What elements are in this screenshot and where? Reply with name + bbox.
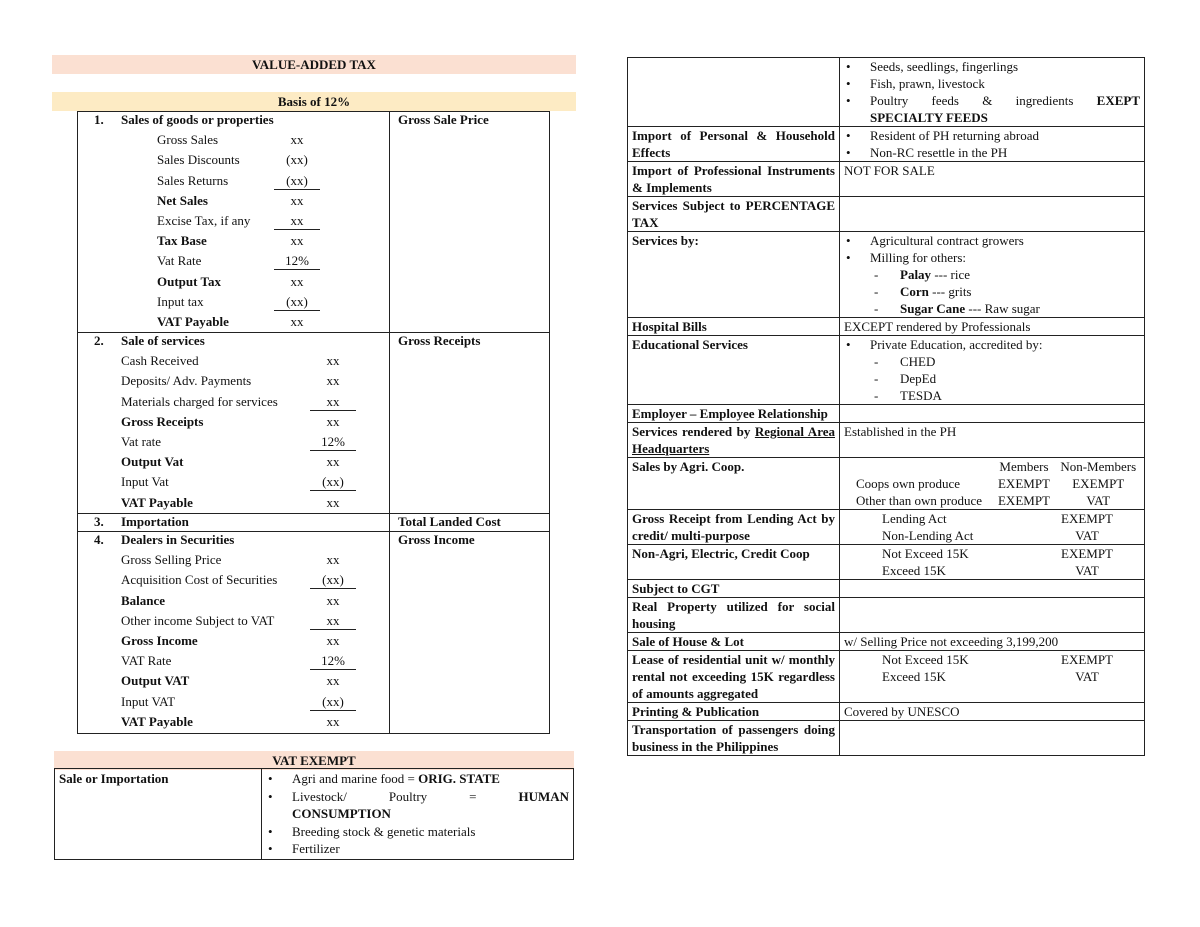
section-base: Gross Sale Price — [398, 112, 489, 127]
table-divider — [389, 111, 390, 734]
employer-label: Employer – Employee Relationship — [628, 405, 840, 423]
line-item-value: xx — [326, 373, 340, 389]
line-item-value: (xx) — [286, 152, 308, 168]
percentage-tax-label: Services Subject to PERCENTAGE TAX — [628, 197, 840, 232]
lending-label: Gross Receipt from Lending Act by credit/ multi-purpose — [628, 510, 840, 545]
line-item-label: Gross Income — [121, 633, 198, 648]
line-item-value: xx — [326, 353, 340, 369]
line-item-value: 12% — [274, 253, 320, 270]
line-item-label: Output Vat — [121, 454, 184, 470]
list-item: • Agricultural contract growers — [844, 232, 1140, 249]
lease-row: Exceed 15K VAT — [882, 669, 1099, 684]
section-heading: Sale of services — [121, 333, 205, 348]
line-item-label: VAT Payable — [121, 713, 193, 729]
electric-label: Non-Agri, Electric, Credit Coop — [628, 545, 840, 580]
line-item-label: Input tax — [157, 293, 204, 309]
line-item-value: 12% — [310, 434, 356, 451]
line-item-value: xx — [310, 394, 356, 411]
personal-effects-label: Import of Personal & Household Effects — [628, 127, 840, 162]
line-item-value: xx — [326, 552, 340, 568]
rha-value: Established in the PH — [840, 423, 1145, 458]
line-item-label: VAT Rate — [121, 653, 172, 669]
line-item-label: Output Tax — [157, 273, 221, 289]
list-item: • Resident of PH returning abroad — [844, 127, 1140, 144]
line-item-label: Materials charged for services — [121, 393, 278, 409]
electric-row: Not Exceed 15K EXEMPT — [882, 546, 1113, 561]
line-item-label: Other income Subject to VAT — [121, 612, 275, 628]
row-label-empty — [628, 58, 840, 127]
list-item: • Fish, prawn, livestock — [844, 75, 1140, 92]
basis-title: Basis of 12% — [52, 92, 576, 111]
section-base: Gross Income — [398, 532, 475, 547]
line-item-label: Gross Receipts — [121, 413, 204, 429]
line-item-value: xx — [290, 233, 304, 249]
transport-label: Transportation of passengers doing business in the Philippines — [628, 721, 840, 756]
line-item-value: (xx) — [310, 572, 356, 589]
vat-title: VALUE-ADDED TAX — [52, 55, 576, 74]
section-heading: Sales of goods or properties — [121, 112, 274, 127]
line-item-value: xx — [326, 454, 340, 470]
section-heading: Dealers in Securities — [121, 532, 235, 547]
education-sub: - DepEd — [844, 370, 1140, 387]
section-base: Total Landed Cost — [398, 514, 501, 529]
line-item-label: VAT Payable — [121, 494, 193, 510]
line-item-value: xx — [290, 314, 304, 329]
hospital-value: EXCEPT rendered by Professionals — [840, 318, 1145, 336]
lending-row: Lending Act EXEMPT — [882, 511, 1113, 526]
line-item-label: Sales Discounts — [157, 152, 240, 168]
line-item-value: xx — [326, 592, 340, 608]
milling-item: - Palay --- rice — [844, 266, 1140, 283]
coop-label: Sales by Agri. Coop. — [628, 458, 840, 510]
hospital-label: Hospital Bills — [628, 318, 840, 336]
vat-exempt-table — [54, 768, 574, 860]
line-item-value: xx — [326, 713, 340, 729]
line-item-label: Acquisition Cost of Securities — [121, 572, 278, 588]
section-base: Gross Receipts — [398, 333, 481, 348]
line-item-value: (xx) — [310, 694, 356, 711]
education-sub: - TESDA — [844, 387, 1140, 404]
electric-row: Exceed 15K VAT — [882, 563, 1099, 578]
vat-exempt-title: VAT EXEMPT — [54, 751, 574, 770]
lending-row: Non-Lending Act VAT — [882, 528, 1099, 543]
housing-label: Real Property utilized for social housing — [628, 598, 840, 633]
exemptions-table — [627, 57, 1145, 756]
line-item-value: xx — [290, 273, 304, 289]
exempt-items — [262, 769, 574, 860]
milling-item: - Corn --- grits — [844, 283, 1140, 300]
coop-matrix: Members Non-Members Coops own produce EXEMPT EXEMPT Other than own produce EXEMPT VAT — [840, 458, 1145, 510]
line-item-value: (xx) — [310, 474, 356, 491]
line-item-label: Input VAT — [121, 693, 176, 709]
exempt-item: • Breeding stock & genetic materials — [266, 823, 569, 841]
lease-row: Not Exceed 15K EXEMPT — [882, 652, 1113, 667]
line-item-label: VAT Payable — [157, 314, 229, 329]
section-number: 2. — [94, 333, 104, 348]
list-item: • Non-RC resettle in the PH — [844, 144, 1140, 161]
services-label: Services by: — [628, 232, 840, 318]
line-item-label: Sales Returns — [157, 172, 229, 188]
agri-items — [840, 58, 1145, 127]
line-item-value: 12% — [310, 653, 356, 670]
section-heading: Importation — [121, 514, 189, 529]
line-item-label: Gross Selling Price — [121, 552, 222, 568]
line-item-value: xx — [326, 494, 340, 510]
line-item-label: Output VAT — [121, 673, 190, 689]
exempt-item: • Livestock/ Poultry = HUMAN CONSUMPTION — [266, 788, 569, 823]
line-item-value: xx — [290, 192, 304, 208]
line-item-value: (xx) — [274, 294, 320, 311]
list-item: • Milling for others: — [844, 249, 1140, 266]
exempt-label: Sale or Importation — [55, 769, 262, 860]
cgt-label: Subject to CGT — [628, 580, 840, 598]
lease-label: Lease of residential unit w/ monthly rental not exceeding 15K regardless of amounts aggregated — [628, 651, 840, 703]
line-item-label: Cash Received — [121, 353, 199, 369]
house-lot-value: w/ Selling Price not exceeding 3,199,200 — [840, 633, 1145, 651]
line-item-label: Tax Base — [157, 233, 207, 249]
line-item-value: xx — [326, 413, 340, 429]
exempt-item: • Agri and marine food = ORIG. STATE — [266, 770, 569, 788]
list-item: • Private Education, accredited by: — [844, 336, 1140, 353]
list-item: • Poultry feeds & ingredients EXEPT SPECIALTY FEEDS — [844, 92, 1140, 126]
milling-item: - Sugar Cane --- Raw sugar — [844, 300, 1140, 317]
line-item-value: (xx) — [274, 173, 320, 190]
printing-value: Covered by UNESCO — [840, 703, 1145, 721]
line-item-label: Input Vat — [121, 474, 169, 490]
line-item-label: Excise Tax, if any — [157, 213, 251, 228]
section-number: 1. — [94, 112, 104, 127]
line-item-value: xx — [326, 673, 340, 689]
line-item-label: Deposits/ Adv. Payments — [121, 373, 252, 389]
section-number: 4. — [94, 532, 104, 547]
printing-label: Printing & Publication — [628, 703, 840, 721]
rha-label: Services rendered by Regional Area Headquarters — [628, 423, 840, 458]
line-item-value: xx — [326, 633, 340, 648]
line-item-label: Balance — [121, 592, 166, 608]
professional-instruments-label: Import of Professional Instruments & Implements — [628, 162, 840, 197]
line-item-label: Net Sales — [157, 192, 208, 208]
section-number: 3. — [94, 514, 104, 529]
line-item-value: xx — [290, 132, 304, 148]
professional-value: NOT FOR SALE — [840, 162, 1145, 197]
line-item-value: xx — [274, 213, 320, 230]
house-lot-label: Sale of House & Lot — [628, 633, 840, 651]
line-item-label: Vat rate — [121, 434, 162, 449]
education-label: Educational Services — [628, 336, 840, 405]
line-item-value: xx — [310, 613, 356, 630]
education-sub: - CHED — [844, 353, 1140, 370]
line-item-label: Vat Rate — [157, 253, 202, 269]
exempt-item: • Fertilizer — [266, 840, 569, 858]
line-item-label: Gross Sales — [157, 132, 219, 148]
list-item: • Seeds, seedlings, fingerlings — [844, 58, 1140, 75]
